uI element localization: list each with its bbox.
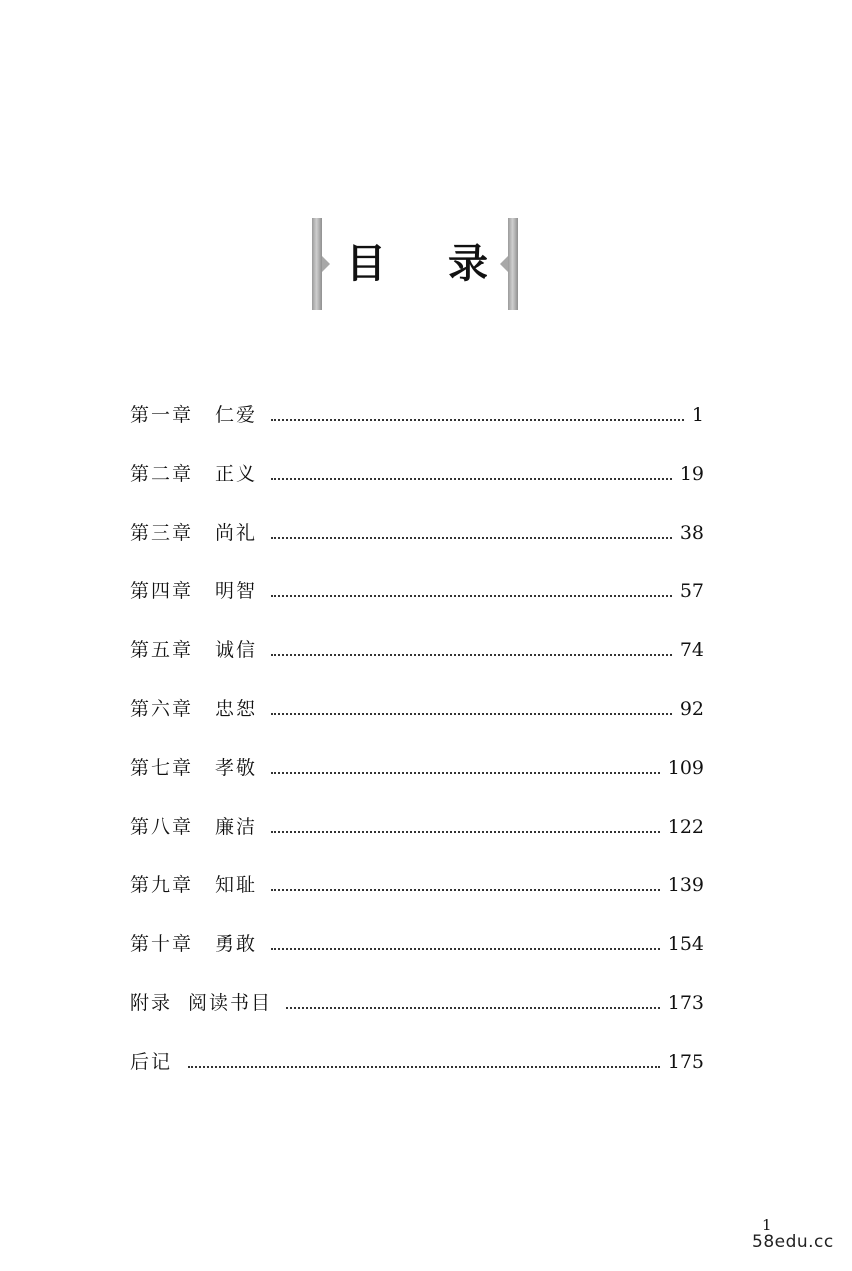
page-number: 1 bbox=[762, 1216, 772, 1234]
toc-entry-8 bbox=[130, 810, 704, 869]
toc-chapter: 后记 bbox=[130, 1050, 173, 1073]
toc-page: 154 bbox=[667, 933, 704, 956]
title-left-bar bbox=[312, 218, 322, 310]
toc-entry-10 bbox=[130, 927, 704, 986]
watermark: 58edu.cc bbox=[752, 1232, 834, 1252]
toc-chapter: 第五章 bbox=[130, 639, 194, 662]
toc-page: 1 bbox=[691, 404, 704, 426]
toc-chapter: 第八章 bbox=[130, 815, 194, 838]
toc-leader bbox=[271, 419, 684, 421]
toc-leader bbox=[271, 595, 672, 597]
table-of-contents bbox=[130, 398, 704, 1104]
toc-name: 尚礼 bbox=[215, 521, 258, 544]
toc-entry-2 bbox=[130, 457, 704, 516]
title-right-notch bbox=[500, 256, 508, 272]
toc-chapter: 附录 bbox=[130, 991, 173, 1014]
toc-entry-6 bbox=[130, 692, 704, 751]
toc-page: 109 bbox=[667, 756, 704, 779]
toc-name: 孝敬 bbox=[215, 756, 258, 779]
toc-chapter: 第七章 bbox=[130, 756, 194, 779]
toc-leader bbox=[271, 478, 672, 480]
toc-entry-3 bbox=[130, 516, 704, 575]
toc-name: 仁爱 bbox=[215, 404, 258, 426]
toc-page: 57 bbox=[679, 580, 704, 603]
toc-page: 175 bbox=[667, 1050, 704, 1073]
toc-leader bbox=[188, 1066, 660, 1068]
toc-name: 忠恕 bbox=[215, 697, 258, 720]
toc-page: 173 bbox=[667, 991, 704, 1014]
title-char-1: 目 bbox=[346, 240, 386, 287]
toc-leader bbox=[271, 537, 672, 539]
toc-chapter: 第十章 bbox=[130, 933, 194, 956]
toc-chapter: 第三章 bbox=[130, 521, 194, 544]
toc-page: 122 bbox=[667, 815, 704, 838]
toc-page: 92 bbox=[679, 697, 704, 720]
title-char-2: 录 bbox=[448, 240, 488, 287]
toc-name: 廉洁 bbox=[215, 815, 258, 838]
toc-leader bbox=[271, 654, 672, 656]
toc-chapter: 第四章 bbox=[130, 580, 194, 603]
toc-leader bbox=[271, 713, 672, 715]
toc-page: 74 bbox=[679, 639, 704, 662]
toc-leader bbox=[271, 831, 660, 833]
toc-leader bbox=[286, 1007, 660, 1009]
toc-leader bbox=[271, 889, 660, 891]
toc-entry-7 bbox=[130, 751, 704, 810]
toc-name: 明智 bbox=[215, 580, 258, 603]
toc-entry-1 bbox=[130, 398, 704, 457]
toc-page: 19 bbox=[679, 462, 704, 485]
toc-entry-postscript bbox=[130, 1045, 704, 1104]
toc-chapter: 第二章 bbox=[130, 462, 194, 485]
toc-page: 38 bbox=[679, 521, 704, 544]
toc-leader bbox=[271, 772, 660, 774]
toc-page: 139 bbox=[667, 874, 704, 897]
toc-chapter: 第一章 bbox=[130, 404, 194, 426]
toc-entry-5 bbox=[130, 633, 704, 692]
toc-name: 阅读书目 bbox=[188, 991, 273, 1014]
toc-chapter: 第九章 bbox=[130, 874, 194, 897]
toc-entry-9 bbox=[130, 868, 704, 927]
toc-chapter: 第六章 bbox=[130, 697, 194, 720]
toc-entry-4 bbox=[130, 574, 704, 633]
toc-name: 勇敢 bbox=[215, 933, 258, 956]
toc-name: 知耻 bbox=[215, 874, 258, 897]
toc-name: 诚信 bbox=[215, 639, 258, 662]
toc-entry-appendix bbox=[130, 986, 704, 1045]
title-left-notch bbox=[322, 256, 330, 272]
toc-title bbox=[312, 218, 518, 310]
title-right-bar bbox=[508, 218, 518, 310]
toc-name: 正义 bbox=[215, 462, 258, 485]
toc-leader bbox=[271, 948, 660, 950]
